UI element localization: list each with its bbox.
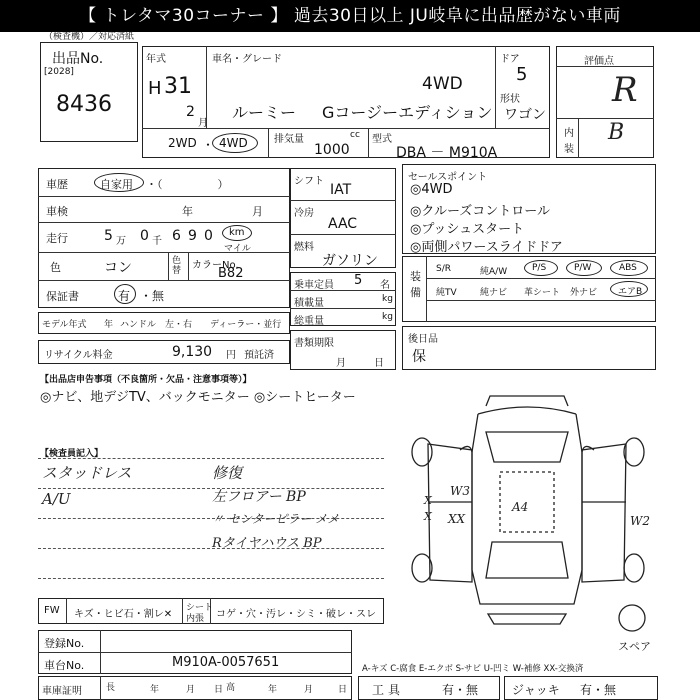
- cert-month-1: 月: [186, 685, 196, 695]
- mileage-d4: 9: [188, 228, 197, 244]
- cert-high: 高: [226, 683, 236, 693]
- mileage-km: km: [229, 227, 245, 238]
- model-info-dealer: ディーラー・並行: [210, 320, 282, 330]
- recycle-unit: 円: [226, 350, 236, 361]
- equipment-label-1: 装: [410, 270, 421, 283]
- mark-a4: A4: [512, 500, 529, 514]
- car-label: 車名・グレード: [212, 54, 282, 65]
- sales-points-label: セールスポイント: [408, 172, 488, 183]
- color-change-label: 色替: [172, 256, 182, 276]
- mileage-d3: 6: [172, 228, 181, 244]
- mileage-label: 走行: [46, 232, 68, 245]
- chassis-label: 車台No.: [44, 659, 85, 672]
- warranty-yes: 有: [118, 289, 131, 303]
- drive-4wd: 4WD: [219, 136, 248, 150]
- year-value: 31: [164, 74, 192, 99]
- cert-long: 長: [106, 683, 116, 693]
- mileage-man: 万: [116, 236, 126, 247]
- fw-label: FW: [44, 605, 60, 616]
- capacity-value: 5: [354, 273, 363, 288]
- history-label: 車歴: [46, 178, 68, 191]
- inspection-year: 年: [182, 205, 193, 218]
- interior-score: B: [608, 120, 625, 145]
- shop-notes-text: ◎ナビ、地デジTV、バックモニター ◎シートヒーター: [40, 390, 356, 405]
- top-note: （検査機）／対応済紙: [44, 32, 135, 42]
- fuel-value: ガソリン: [322, 253, 378, 269]
- fw-items: キズ・ヒビ石・割レ✕: [74, 609, 173, 620]
- seat-label-1: シート: [186, 603, 214, 613]
- color-label: 色: [50, 261, 61, 274]
- inspector-right-2: 左フロアー BP: [212, 489, 306, 505]
- shop-notes-label: 【出品店申告事項（不良箇所・欠品・注意事項等）】: [40, 375, 252, 385]
- equip-leather: 革シート: [524, 288, 561, 298]
- spare-label: スペア: [618, 640, 651, 653]
- car-grade: Gコージーエディション: [322, 103, 493, 122]
- equip-ext-navi: 外ナビ: [570, 288, 598, 298]
- sales-point-item: ◎4WD: [410, 182, 453, 197]
- recycle-note: 預託済: [244, 350, 274, 361]
- car-drive: 4WD: [422, 74, 463, 94]
- ac-value: AAC: [328, 216, 358, 232]
- year-label: 年式: [146, 54, 166, 65]
- warranty-sep: ・: [140, 289, 153, 303]
- reg-label: 登録No.: [44, 637, 85, 650]
- car-name: ルーミー: [232, 103, 297, 122]
- mark-x2: X: [424, 510, 432, 523]
- chassis-value: M910A-0057651: [172, 655, 280, 670]
- shift-value: IAT: [330, 182, 352, 198]
- interior-label-2: 装: [564, 144, 574, 155]
- interior-label-1: 内: [564, 128, 574, 139]
- load-unit: kg: [382, 294, 393, 304]
- equip-tv: 純TV: [436, 288, 457, 298]
- cert-month-2: 月: [304, 685, 314, 695]
- mileage-d1: 5: [104, 228, 113, 244]
- doors-label: ドア: [500, 54, 520, 65]
- tools-label: 工具: [372, 683, 405, 697]
- cert-day-2: 日: [338, 685, 348, 695]
- model-info-label: モデル年式: [42, 320, 87, 330]
- damage-legend: A-キズ C-腐食 E-エクボ S-サビ U-凹ミ W-補修 XX-交換済: [362, 664, 584, 674]
- inspector-line-2: A/U: [42, 490, 71, 508]
- capacity-unit: 名: [380, 280, 390, 291]
- docs-label: 書類期限: [294, 338, 334, 349]
- doors-value: 5: [516, 64, 528, 85]
- model-info-handle: ハンドル 左・右: [120, 320, 193, 330]
- model-value: DBA － M910A: [396, 145, 498, 161]
- banner-title: 【 トレタマ30コーナー 】 過去30日以上 JU岐阜に出品歴がない車両: [0, 0, 700, 32]
- gross-label: 総重量: [294, 316, 324, 327]
- lot-label: 出品No.: [52, 51, 104, 67]
- inspector-label: 【検査員記入】: [40, 449, 104, 459]
- capacity-label: 乗車定員: [294, 280, 334, 291]
- warranty-no: 無: [152, 289, 165, 303]
- month-value: 2: [186, 104, 195, 120]
- color-no-label: カラーNo.: [192, 260, 239, 271]
- equipment-label-2: 備: [410, 286, 421, 299]
- cert-day-1: 日: [214, 685, 224, 695]
- shift-label: シフト: [294, 176, 324, 187]
- docs-month: 月: [336, 358, 346, 369]
- load-label: 積載量: [294, 298, 324, 309]
- cert-year-1: 年: [150, 685, 160, 695]
- mark-x1: X: [424, 494, 432, 507]
- grade-score: R: [612, 70, 638, 110]
- mark-w2: W2: [630, 514, 650, 528]
- ac-label: 冷房: [294, 208, 314, 219]
- mileage-mile: マイル: [224, 244, 251, 254]
- color-value: コン: [104, 260, 132, 276]
- inspection-label: 車検: [46, 205, 68, 218]
- equip-navi: 純ナビ: [480, 288, 508, 298]
- equip-aw: 純A/W: [480, 267, 508, 277]
- model-label: 型式: [372, 134, 392, 145]
- seat-items: コゲ・穴・汚レ・シミ・破レ・スレ: [216, 609, 376, 620]
- mileage-d5: 0: [204, 228, 213, 244]
- shape-label: 形状: [500, 94, 520, 105]
- gross-unit: kg: [382, 312, 393, 322]
- warranty-label: 保証書: [46, 290, 79, 303]
- lot-number: 8436: [56, 92, 112, 117]
- mark-xx: XX: [448, 512, 466, 526]
- recycle-label: リサイクル料金: [44, 350, 113, 361]
- cert-year-2: 年: [268, 685, 278, 695]
- history-value: 自家用: [100, 178, 133, 191]
- equip-sr: S/R: [436, 264, 451, 274]
- docs-day: 日: [374, 358, 384, 369]
- inspector-right-1: 修復: [212, 464, 243, 482]
- grade-label: 評価点: [584, 56, 614, 67]
- inspection-month: 月: [252, 205, 263, 218]
- seat-label-2: 内張: [186, 614, 205, 624]
- sales-point-item: ◎クルーズコントロール: [410, 204, 551, 219]
- drive-2wd: 2WD: [168, 136, 197, 150]
- displacement-label: 排気量: [274, 134, 304, 145]
- month-unit: 月: [198, 118, 208, 129]
- car-diagram: [400, 392, 690, 632]
- equip-abs: ABS: [619, 263, 637, 273]
- shape-value: ワゴン: [504, 107, 546, 123]
- after-day-box: [402, 326, 656, 370]
- model-info-year: 年: [104, 320, 114, 330]
- drive-dot: ・: [202, 138, 215, 152]
- jack-label: ジャッキ: [512, 683, 560, 697]
- inspector-right-3: 〃 センターピラー メメ: [212, 512, 340, 526]
- recycle-value: 9,130: [172, 344, 213, 360]
- garage-cert-label: 車庫証明: [42, 686, 82, 697]
- jack-value: 有・無: [580, 683, 617, 697]
- mark-w3: W3: [450, 484, 470, 498]
- fuel-label: 燃料: [294, 242, 314, 253]
- after-day-value: 保: [412, 349, 426, 365]
- equip-pw: P/W: [574, 263, 592, 273]
- mileage-d2: 0: [140, 228, 149, 244]
- equip-ps: P/S: [532, 263, 547, 273]
- mileage-sen: 千: [152, 236, 162, 247]
- sales-point-item: ◎プッシュスタート: [410, 222, 525, 237]
- history-rest: ・（ ）: [146, 178, 229, 191]
- equip-airbag: エアB: [618, 287, 643, 297]
- color-no-value: B82: [218, 266, 244, 281]
- inspector-right-4: Rタイヤハウス BP: [212, 536, 322, 551]
- inspector-line-1: スタッドレス: [42, 464, 132, 482]
- tools-value: 有・無: [442, 683, 479, 697]
- lot-stamp: [2028]: [44, 67, 74, 77]
- year-era: H: [148, 78, 162, 99]
- displacement-value: 1000: [314, 142, 350, 158]
- sales-point-item: ◎両側パワースライドドア: [410, 240, 563, 255]
- cc-unit: cc: [350, 130, 360, 140]
- after-day-label: 後日品: [408, 334, 438, 345]
